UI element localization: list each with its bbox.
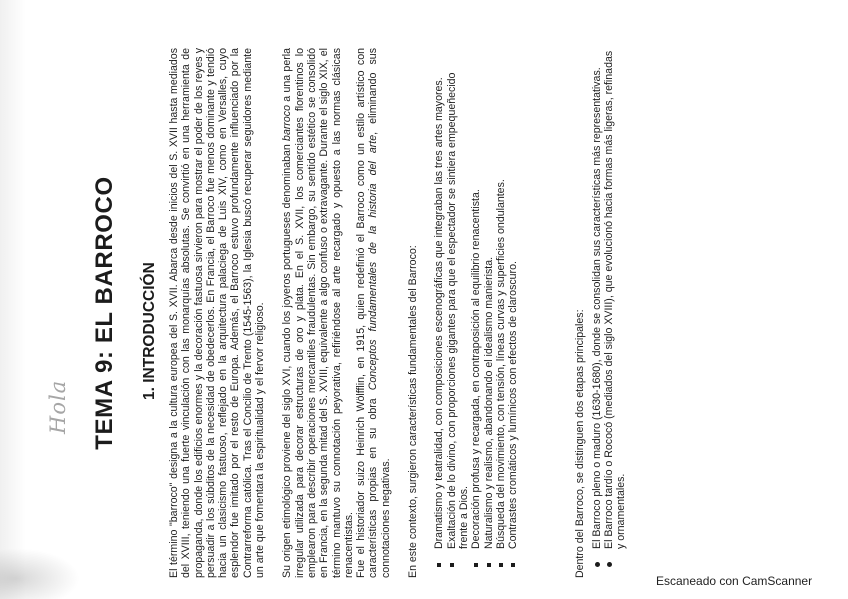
rotated-document-content <box>85 48 628 578</box>
paragraph-wolfflin-start: Fue el historiador suizo Heinrich Wölfflin, en 1915, quien redefinió el Barroco como un estilo artístico con características propias en su obra <box>355 48 380 578</box>
square-bullet-icon <box>437 563 441 567</box>
list-item <box>591 48 603 578</box>
list-item-text: Dramatismo y teatralidad, con composiciones escenográficas que integraban las tres artes mayores. <box>433 77 446 549</box>
list-item <box>433 48 445 578</box>
list-item-text: El Barroco tardío o Rococó (mediados del siglo XVIII), que evolucionó hacia formas más ligeras, refinadas y ornamentales. <box>603 50 628 549</box>
list-item <box>470 48 482 578</box>
list-item <box>495 48 507 578</box>
list-item-text: Naturalismo y realismo, abandonando el idealismo manierista. <box>482 256 495 549</box>
paragraph-definition: El término "barroco" designa a la cultura europea del S. XVII. Abarca desde inicios del S. XVII hasta mediados del XVIII, teniendo una fuerte vinculación con las monarquías absolutas. Se convirtió en una herramienta de propaganda, donde los edificios enormes y la decoración fastuosa sirvieron para mostrar el poder de los reyes y persuadir a los súbditos de la necesidad de obedecerlos. En Francia, el Barroco fue menos dominante y tendió hacia un clasicismo fastuoso, reflejado en la arquitectura palaciega de Luis XIV, como en Versalles, cuyo esplendor fue imitado por el resto de Europa. Además, el Barroco estuvo profundamente influenciado por la Contrarreforma católica. Tras el Concilio de Trento (1545-1563), la Iglesia buscó recuperar seguidores mediante un arte que fomentara la espiritualidad y el fervor religioso. <box>168 48 267 578</box>
list-item-text: Búsqueda del movimiento, con tensión, líneas curvas y superficies ondulantes. <box>494 179 507 549</box>
list-item-text: El Barroco pleno o maduro (1630-1680), donde se consolidan sus características más representativas. <box>590 67 603 549</box>
paragraph-wolfflin <box>355 48 392 578</box>
stages-list <box>591 48 628 578</box>
section-heading: 1. INTRODUCCIÓN <box>141 262 158 400</box>
list-item-text: Exaltación de lo divino, con proporciones gigantes para que el espectador se sintiera empequeñecido frente a Dios. <box>445 72 470 549</box>
paragraph-etymology-start: Su origen etimológico proviene del siglo XVI, cuando los joyeros portugueses denominaban <box>281 140 294 578</box>
list-item <box>446 48 471 578</box>
characteristics-list <box>433 48 519 578</box>
list-item-text: Contrastes cromáticos y lumínicos con efectos de claroscuro. <box>507 261 520 549</box>
list-item-text: Decoración profusa y recargada, en contraposición al equilibrio renacentista. <box>470 189 483 549</box>
square-bullet-icon <box>511 563 515 567</box>
paragraph-wolfflin-end: , eliminando sus connotaciones negativas. <box>367 48 392 578</box>
pencil-annotation: Hola <box>46 379 70 434</box>
book-title: Conceptos fundamentales de la historia del arte <box>367 134 380 391</box>
paragraph-stages-intro: Dentro del Barroco, se distinguen dos etapas principales: <box>574 309 587 578</box>
square-bullet-icon <box>450 563 454 567</box>
list-item <box>603 48 628 578</box>
scan-edge-shadow <box>0 0 26 599</box>
paragraph-characteristics-intro: En este contexto, surgieron características fundamentales del Barroco: <box>407 245 420 578</box>
scanner-watermark: Escaneado con CamScanner <box>656 574 813 588</box>
scan-corner-shadow <box>0 548 80 599</box>
document-title: TEMA 9: EL BARROCO <box>91 176 118 450</box>
paragraph-etymology <box>281 48 355 578</box>
paragraph-etymology-end: a una perla irregular utilizada para decorar estructuras de oro y plata. En el S. XVII, los comerciantes florentinos lo emplearon para describir operaciones mercantiles fraudulentas. Sin embargo, su sentido estético se consolidó en Francia, en la segunda mitad del S. XVIII, equivalente a algo confuso o extravagante. Durante el siglo XIX, el término mantuvo su connotación peyorativa, refiriéndose al arte recargado y opuesto a las normas clásicas renacentistas. <box>281 48 355 578</box>
term-barroco: barroco <box>281 105 294 141</box>
list-item <box>483 48 495 578</box>
round-bullet-icon <box>595 562 600 567</box>
square-bullet-icon <box>499 563 503 567</box>
list-item <box>507 48 519 578</box>
round-bullet-icon <box>607 562 612 567</box>
square-bullet-icon <box>474 563 478 567</box>
square-bullet-icon <box>487 563 491 567</box>
